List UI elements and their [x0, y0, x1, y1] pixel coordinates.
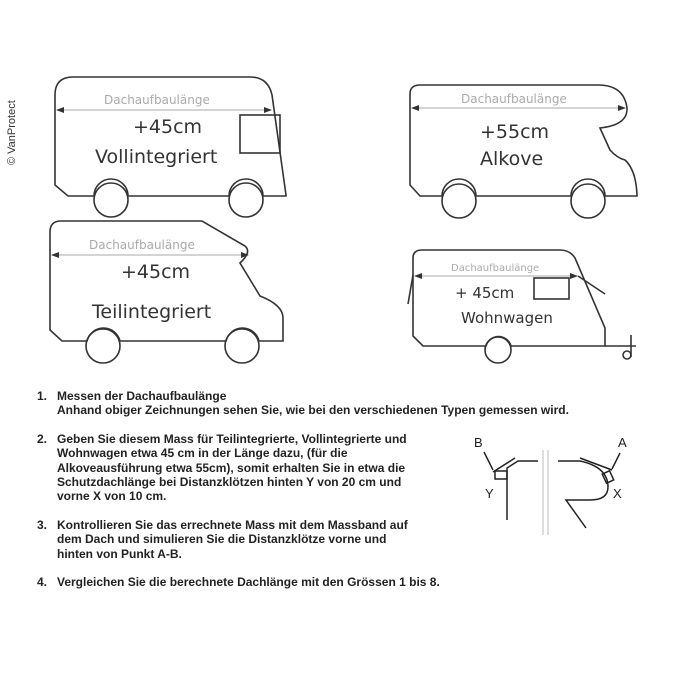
- wohnwagen-jack-wheel: [623, 351, 631, 359]
- wohnwagen-wheel: [485, 337, 511, 363]
- step-number: 2.: [37, 431, 48, 446]
- vollintegriert-dim-label: Dachaufbaulänge: [104, 93, 210, 107]
- step-1-text: Anhand obiger Zeichnungen sehen Sie, wie bei den verschiedenen Typen gemessen wird.: [57, 403, 569, 418]
- spacer-block-y: [495, 471, 507, 479]
- vollintegriert-vehicle: [55, 77, 286, 217]
- teilintegriert-front-wheel: [225, 329, 259, 363]
- wohnwagen-type: Wohnwagen: [461, 309, 553, 327]
- copyright-notice: © VanProtect: [6, 100, 18, 165]
- teilintegriert-type: Teilintegriert: [92, 301, 212, 323]
- step-2-text: Geben Sie diesem Mass für Teilintegrierte, Vollintegrierte und Wohnwagen etwa 45 cm in der Länge dazu, (für die Alkoveausführung etwa 55cm), somit erhalten Sie in etwa die Schutzdachlänge bei Distanzklötzen hinten Y von 20 cm und vorne X von 10 cm.: [57, 431, 407, 504]
- teilintegriert-dim-label: Dachaufbaulänge: [89, 238, 195, 252]
- alkove-dim-label: Dachaufbaulänge: [461, 92, 567, 106]
- alkove-extra: +55cm: [480, 121, 550, 143]
- step-3-text: Kontrollieren Sie das errechnete Mass mit dem Massband auf dem Dach und simulieren Sie die Distanzklötze vorne und hinten von Punkt A-B.: [57, 517, 408, 561]
- teilintegriert-vehicle: [50, 221, 283, 363]
- step-4-text: Vergleichen Sie die berechnete Dachlänge mit den Grössen 1 bis 8.: [57, 575, 440, 590]
- label-x: X: [613, 486, 622, 501]
- wohnwagen-extra: + 45cm: [455, 284, 515, 302]
- spacer-detail-diagram: [440, 425, 650, 535]
- front-cover-line: [580, 458, 612, 470]
- vollintegriert-rear-wheel: [94, 183, 128, 217]
- alkove-vehicle: [410, 85, 637, 218]
- pointer-b: [484, 452, 493, 470]
- vollintegriert-window: [240, 115, 280, 153]
- alkove-front-wheel: [571, 184, 605, 218]
- alkove-rear-wheel: [442, 184, 476, 218]
- rear-roof-profile: [507, 461, 538, 520]
- step-3: [37, 518, 422, 561]
- step-4: [37, 575, 637, 589]
- label-a: A: [618, 435, 627, 450]
- vollintegriert-type: Vollintegriert: [95, 146, 218, 168]
- step-number: 3.: [37, 517, 48, 532]
- step-1-title: Messen der Dachaufbaulänge: [57, 389, 227, 403]
- wohnwagen-front-arm: [578, 276, 605, 294]
- step-2: [37, 432, 422, 504]
- teilintegriert-extra: +45cm: [121, 261, 191, 283]
- pointer-a: [612, 453, 620, 469]
- label-b: B: [474, 435, 483, 450]
- vollintegriert-front-wheel: [229, 183, 263, 217]
- wohnwagen-window: [534, 278, 569, 299]
- teilintegriert-rear-wheel: [86, 329, 120, 363]
- alkove-type: Alkove: [480, 148, 544, 170]
- front-roof-profile: [558, 461, 608, 528]
- step-number: 4.: [37, 575, 48, 590]
- step-number: 1.: [37, 389, 48, 403]
- label-y: Y: [485, 486, 494, 501]
- vollintegriert-extra: +45cm: [133, 116, 203, 138]
- step-1: [37, 389, 637, 418]
- wohnwagen-vehicle: [408, 250, 636, 363]
- wohnwagen-dim-label: Dachaufbaulänge: [451, 263, 540, 274]
